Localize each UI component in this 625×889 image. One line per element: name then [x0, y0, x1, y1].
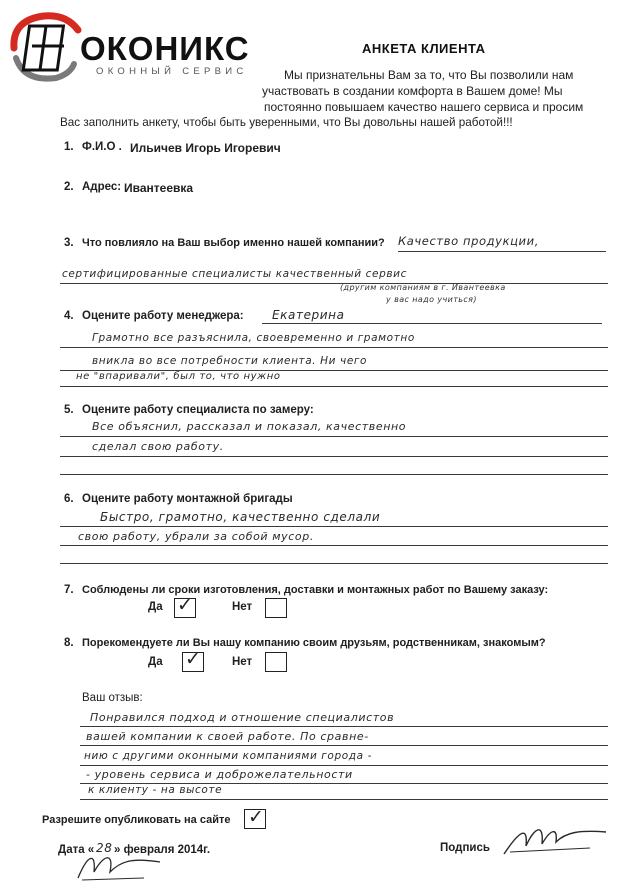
bottom-signature-scribble — [74, 848, 164, 884]
q5-label: Оцените работу специалиста по замеру: — [82, 404, 314, 416]
review-line-2-text: вашей компании к своей работе. По сравне- — [86, 730, 369, 743]
q6-line-2 — [60, 545, 608, 546]
brand-tagline: ОКОННЫЙ СЕРВИС — [96, 66, 248, 77]
q4-number: 4. — [64, 310, 74, 322]
q6-answer-1: Быстро, грамотно, качественно сделали — [100, 510, 381, 524]
intro-line-1: Мы признательны Вам за то, что Вы позволили нам — [284, 68, 574, 82]
intro-line-2: участвовать в создании комфорта в Вашем доме! Мы — [262, 84, 563, 98]
q8-no-checkbox[interactable] — [265, 652, 287, 672]
q6-line-3 — [60, 563, 608, 564]
q3-note-2: у вас надо учиться) — [386, 295, 477, 304]
review-line-5-text: к клиенту - на высоте — [88, 784, 223, 796]
q7-no-label: Нет — [232, 601, 253, 613]
q4-name-line — [262, 323, 602, 324]
intro-line-3: постоянно повышаем качество нашего сервиса и просим — [264, 100, 584, 114]
q7-label: Соблюдены ли сроки изготовления, доставки и монтажных работ по Вашему заказу: — [82, 584, 549, 596]
q4-answer-1: Грамотно все разъяснила, своевременно и грамотно — [92, 332, 415, 344]
q1-number: 1. — [64, 141, 74, 153]
q7-number: 7. — [64, 584, 74, 596]
review-line-2 — [80, 745, 608, 746]
q8-label: Порекомендуете ли Вы нашу компанию своим друзьям, родственникам, знакомым? — [82, 637, 546, 649]
q4-manager-name: Екатерина — [272, 308, 345, 322]
q8-yes-label: Да — [148, 656, 163, 668]
q1-label: Ф.И.О . — [82, 141, 122, 153]
q6-line-1 — [60, 526, 608, 527]
q8-yes-checkmark: ✓ — [185, 648, 201, 670]
review-line-5 — [80, 799, 608, 800]
publish-label: Разрешите опубликовать на сайте — [42, 814, 231, 826]
signature-scribble — [500, 820, 610, 860]
q5-answer-1: Все объяснил, рассказал и показал, качественно — [92, 420, 407, 433]
q5-answer-2: сделал свою работу. — [92, 440, 224, 453]
q4-label: Оцените работу менеджера: — [82, 310, 244, 322]
logo — [4, 8, 274, 86]
q5-number: 5. — [64, 404, 74, 416]
signature-label: Подпись — [440, 842, 490, 854]
review-label: Ваш отзыв: — [82, 692, 143, 704]
date-suffix: » февраля 2014г. — [114, 844, 211, 856]
q4-line-1 — [60, 347, 608, 348]
date-prefix: Дата « — [58, 844, 95, 856]
q3-note-1: (другим компаниям в г. Ивантеевка — [340, 283, 506, 292]
review-line-1 — [80, 726, 608, 727]
q2-answer: Ивантеевка — [124, 181, 194, 195]
review-line-3 — [80, 765, 608, 766]
q4-answer-2: вникла во все потребности клиента. Ни чего — [92, 355, 368, 367]
page-title: АНКЕТА КЛИЕНТА — [362, 41, 486, 56]
q7-yes-label: Да — [148, 601, 163, 613]
q7-yes-checkmark: ✓ — [177, 594, 193, 616]
q2-number: 2. — [64, 181, 74, 193]
q8-number: 8. — [64, 637, 74, 649]
q5-line-3 — [60, 474, 608, 475]
intro-line-4: Вас заполнить анкету, чтобы быть уверенными, что Вы довольны нашей работой!!! — [60, 116, 513, 129]
q1-answer: Ильичев Игорь Игоревич — [130, 141, 281, 155]
q5-line-1 — [60, 436, 608, 437]
date-day: 28 — [96, 841, 113, 855]
q4-answer-3: не "впаривали", был то, что нужно — [76, 371, 281, 382]
q3-number: 3. — [64, 237, 74, 249]
review-line-3-text: нию с другими оконными компаниями города - — [84, 750, 372, 762]
q3-label: Что повлияло на Ваш выбор именно нашей компании? — [82, 237, 385, 249]
q2-label: Адрес: — [82, 181, 122, 193]
q8-no-label: Нет — [232, 656, 253, 668]
q6-label: Оцените работу монтажной бригады — [82, 493, 293, 505]
publish-checkmark: ✓ — [248, 806, 264, 828]
q6-number: 6. — [64, 493, 74, 505]
q5-line-2 — [60, 456, 608, 457]
q4-line-3 — [60, 386, 608, 387]
brand-name: ОКОНИКС — [80, 30, 250, 67]
q3-line-1 — [398, 251, 606, 252]
q3-answer-1: Качество продукции, — [398, 234, 539, 248]
q3-line-2 — [60, 283, 608, 284]
review-line-1-text: Понравился подход и отношение специалистов — [90, 711, 395, 724]
q6-answer-2: свою работу, убрали за собой мусор. — [78, 530, 314, 543]
q7-no-checkbox[interactable] — [265, 598, 287, 618]
q3-answer-2: сертифицированные специалисты качественный сервис — [62, 268, 407, 280]
review-line-4-text: - уровень сервиса и доброжелательности — [86, 768, 353, 781]
